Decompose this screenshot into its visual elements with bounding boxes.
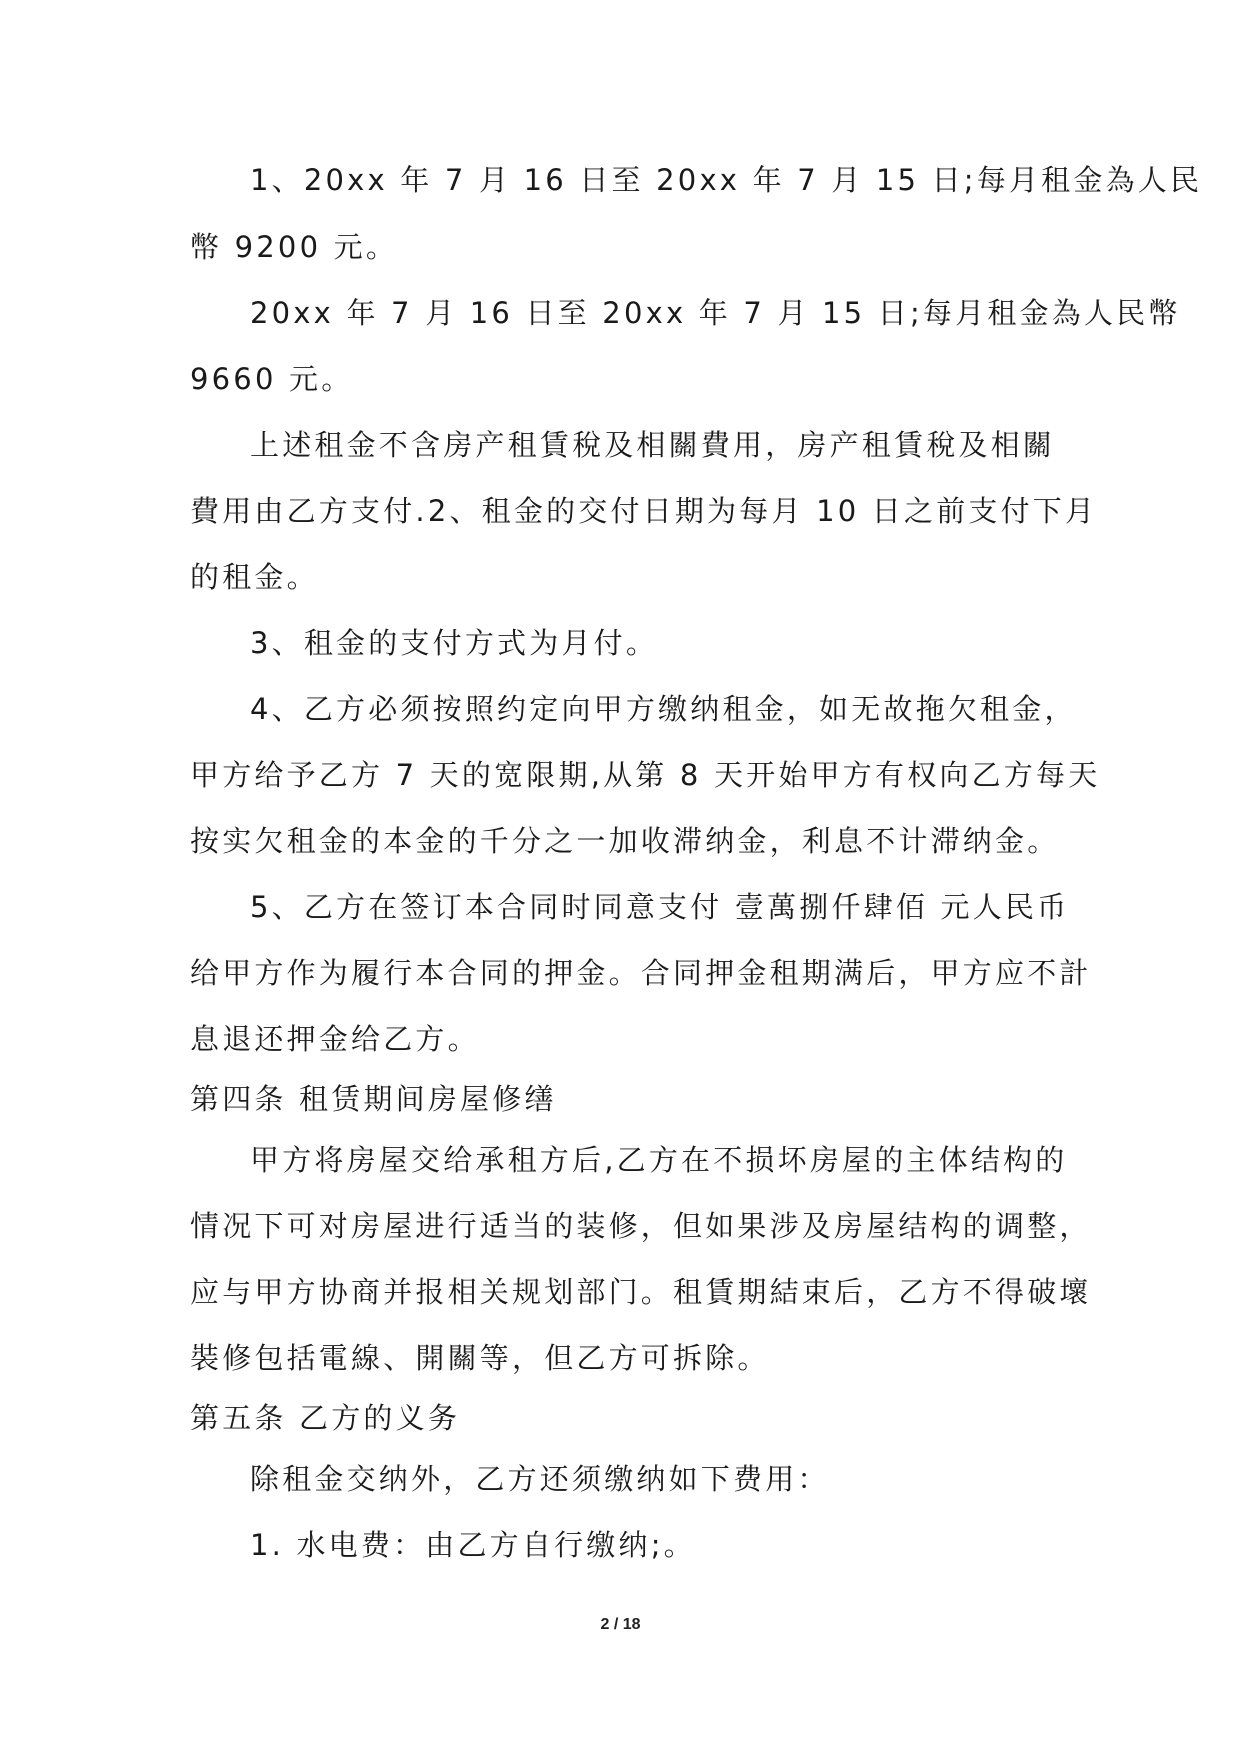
paragraph-line: 幣 9200 元。 (190, 230, 399, 264)
paragraph-line: 1. 水电费：由乙方自行缴纳;。 (250, 1528, 696, 1562)
paragraph-line: 情况下可对房屋进行适当的装修，但如果涉及房屋结构的调整， (190, 1209, 1092, 1243)
paragraph-line: 3、租金的支付方式为月付。 (250, 626, 659, 660)
paragraph-line: 上述租金不含房产租賃稅及相關費用，房产租賃稅及相關 (250, 428, 1056, 462)
section-heading: 第四条 租赁期间房屋修缮 (190, 1082, 557, 1116)
paragraph-line: 裝修包括電線、開關等，但乙方可拆除。 (190, 1341, 770, 1375)
section-heading: 第五条 乙方的义务 (190, 1401, 461, 1435)
page-number: 2 / 18 (600, 1616, 641, 1633)
paragraph-line: 应与甲方协商并报相关规划部门。租賃期結束后，乙方不得破壞 (190, 1275, 1092, 1309)
paragraph-line: 費用由乙方支付.2、租金的交付日期为每月 10 日之前支付下月 (190, 494, 1098, 528)
paragraph-line: 甲方给予乙方 7 天的宽限期,从第 8 天开始甲方有权向乙方每天 (190, 758, 1101, 792)
paragraph-line: 息退还押金给乙方。 (190, 1022, 480, 1056)
paragraph-line: 甲方将房屋交给承租方后,乙方在不损坏房屋的主体结构的 (250, 1143, 1068, 1177)
paragraph-line: 9660 元。 (190, 362, 354, 396)
paragraph-line: 按实欠租金的本金的千分之一加收滞纳金，利息不计滞纳金。 (190, 824, 1060, 858)
paragraph-line: 给甲方作为履行本合同的押金。合同押金租期满后，甲方应不計 (190, 956, 1092, 990)
paragraph-line: 的租金。 (190, 560, 319, 594)
paragraph-line: 1、20xx 年 7 月 16 日至 20xx 年 7 月 15 日;每月租金為人民 (250, 163, 1203, 197)
paragraph-line: 20xx 年 7 月 16 日至 20xx 年 7 月 15 日;每月租金為人民幣 (250, 296, 1181, 330)
paragraph-line: 除租金交纳外，乙方还须缴纳如下费用： (250, 1462, 830, 1496)
paragraph-line: 4、乙方必须按照约定向甲方缴纳租金，如无故拖欠租金， (250, 692, 1077, 726)
paragraph-line: 5、乙方在签订本合同时同意支付 壹萬捌仟肆佰 元人民币 (250, 890, 1070, 924)
